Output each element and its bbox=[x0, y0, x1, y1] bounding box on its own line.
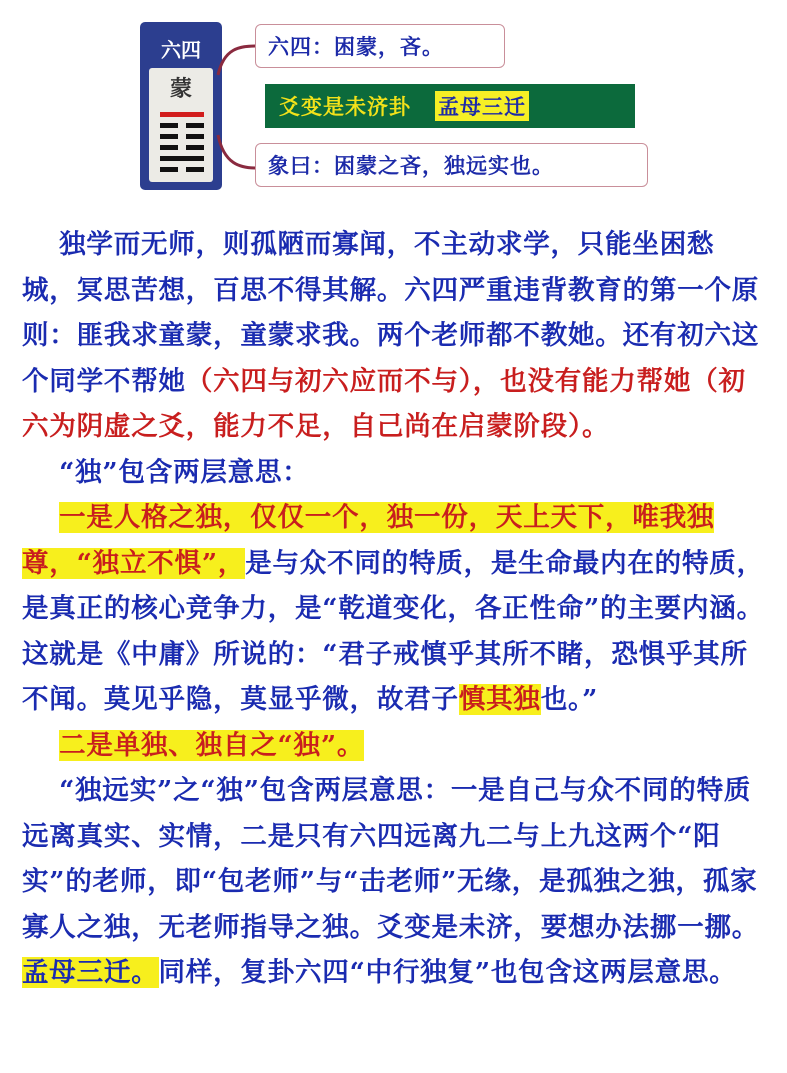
line-text-box: 六四：困蒙，吝。 bbox=[255, 24, 505, 68]
hexagram-position-label: 六四 bbox=[161, 38, 201, 62]
hexagram-name: 蒙 bbox=[169, 76, 192, 102]
line-change-label: 爻变是未济卦 bbox=[279, 94, 411, 119]
hexagram-line-4 bbox=[160, 134, 204, 139]
hexagram-line-6 bbox=[160, 112, 204, 117]
paragraph-1-red-text: （六四与初六应而不与），也没有能力帮她（初六为阴虚之爻，能力不足，自己尚在启蒙阶段）。 bbox=[22, 365, 746, 442]
paragraph-6 bbox=[22, 950, 767, 996]
hexagram-card bbox=[140, 22, 222, 190]
paragraph-1 bbox=[22, 222, 767, 450]
paragraph-3-highlight: 一是人格之独，仅仅一个，独一份，天上天下，唯我独尊，“独立不惧”， bbox=[22, 502, 715, 579]
paragraph-4 bbox=[22, 723, 767, 769]
paragraph-4-highlight: 二是单独、独自之“独”。 bbox=[59, 729, 365, 761]
image-commentary-box: 象曰：困蒙之吝，独远实也。 bbox=[255, 143, 648, 187]
paragraph-3 bbox=[22, 495, 767, 723]
paragraph-6-text: 同样，复卦六四“中行独复”也包含这两层意思。 bbox=[158, 957, 737, 988]
line-change-highlight: 孟母三迁 bbox=[435, 91, 529, 121]
paragraph-3-text-end: 也。” bbox=[540, 684, 599, 715]
paragraph-3-highlight-b: 慎其独 bbox=[458, 684, 541, 715]
hexagram-symbol-panel bbox=[149, 68, 213, 182]
paragraph-3-text: 是与众不同的特质，是生命最内在的特质，是真正的核心竞争力，是“乾道变化，各正性命”的主要内涵。 这就是《中庸》所说的：“君子戒慎乎其所不睹，恐惧乎其所不闻。莫见乎隐，莫显乎微，故君子 bbox=[22, 547, 764, 715]
paragraph-6-highlight: 孟母三迁。 bbox=[22, 957, 159, 988]
paragraph-1-text: 独学而无师，则孤陋而寡闻，不主动求学，只能坐困愁城，冥思苦想，百思不得其解。六四严重违背教育的第一个原则：匪我求童蒙，童蒙求我。两个老师都不教她。还有初六这个同学不帮她 bbox=[22, 229, 760, 397]
hexagram-line-5 bbox=[160, 123, 204, 128]
paragraph-2: “独”包含两层意思： bbox=[59, 456, 310, 488]
paragraph-5: “独远实”之“独”包含两层意思：一是自己与众不同的特质远离真实、实情，二是只有六四远离九二与上九这两个“阳实”的老师，即“包老师”与“击老师”无缘，是孤独之独，孤家寡人之独，无老师指导之独。爻变是未济，要想办法挪一挪。 bbox=[22, 775, 760, 943]
hexagram-line-3 bbox=[160, 145, 204, 150]
line-change-banner bbox=[265, 84, 635, 128]
hexagram-line-2 bbox=[160, 156, 204, 161]
article-body bbox=[22, 222, 767, 996]
hexagram-line-1 bbox=[160, 167, 204, 172]
